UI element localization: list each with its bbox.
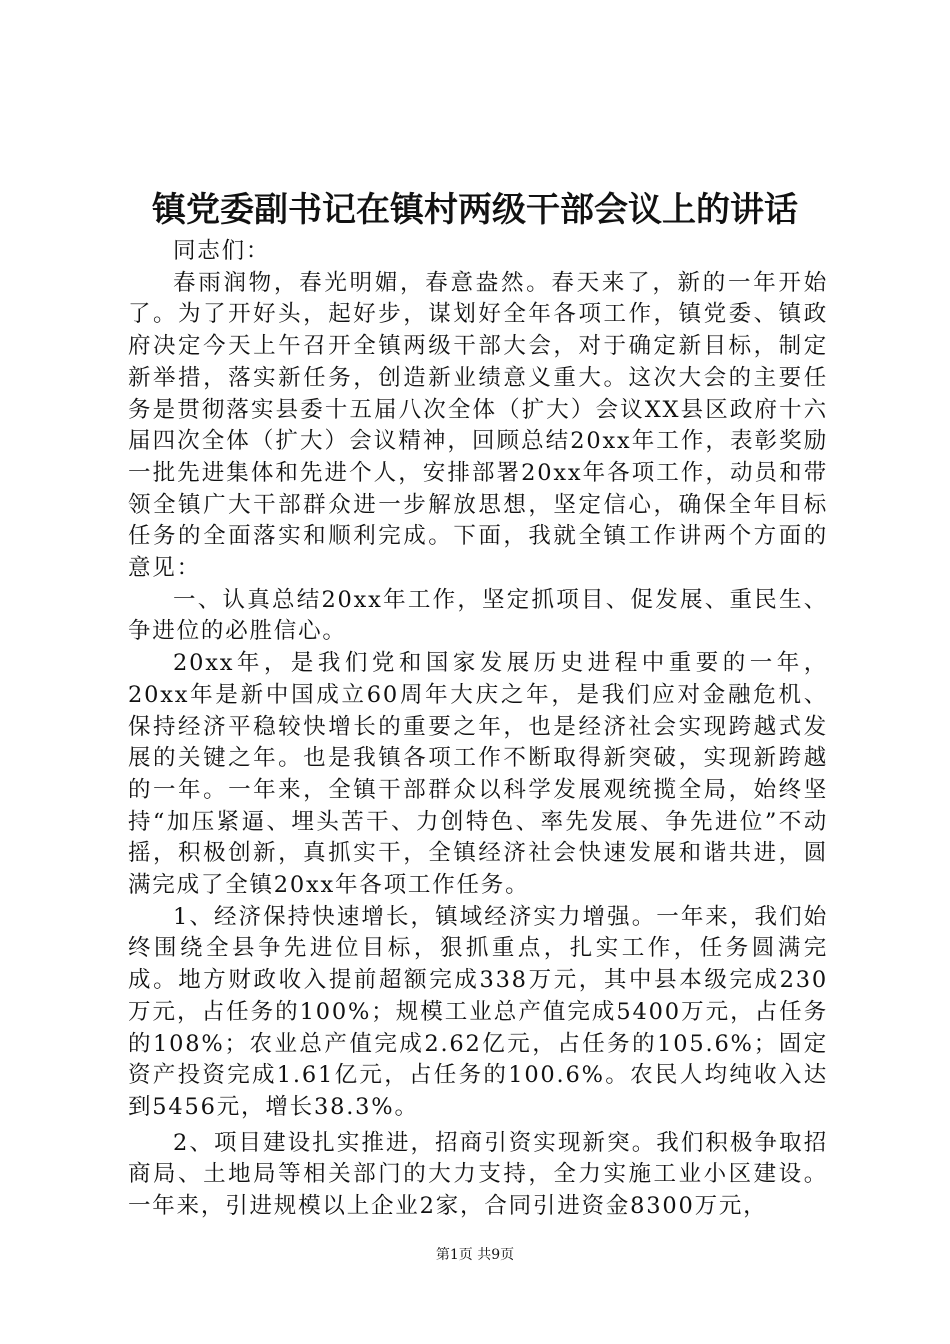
paragraph-economy: 1、经济保持快速增长，镇域经济实力增强。一年来，我们始终围绕全县争先进位目标，狠抓重点，扎实工作，任务圆满完成。地方财政收入提前超额完成338万元，其中县本级完成230万元，占任务的100%；规模工业总产值完成5400万元，占任务的108%；农业总产值完成2.62亿元，占任务的105.6%；固定资产投资完成1.61亿元，占任务的100.6%。农民人均纯收入达到5456元，增长38.3%。 <box>128 903 828 1120</box>
paragraph-review: 20xx年，是我们党和国家发展历史进程中重要的一年，20xx年是新中国成立60周年大庆之年，是我们应对金融危机、保持经济平稳较快增长的重要之年，也是经济社会实现跨越式发展的关键之年。也是我镇各项工作不断取得新突破，实现新跨越的一年。一年来，全镇干部群众以科学发展观统揽全局，始终坚持“加压紧逼、埋头苦干、力创特色、率先发展、争先进位”不动摇，积极创新，真抓实干，全镇经济社会快速发展和谐共进，圆满完成了全镇20xx年各项工作任务。 <box>128 650 828 899</box>
document-title: 镇党委副书记在镇村两级干部会议上的讲话 <box>152 190 798 230</box>
document-body <box>128 236 828 1223</box>
salutation: 同志们： <box>173 238 271 264</box>
paragraph-intro: 春雨润物，春光明媚，春意盎然。春天来了，新的一年开始了。为了开好头，起好步，谋划好全年各项工作，镇党委、镇政府决定今天上午召开全镇两级干部大会，对于确定新目标，制定新举措，落实新任务，创造新业绩意义重大。这次大会的主要任务是贯彻落实县委十五届八次全体（扩大）会议XX县区政府十六届四次全体（扩大）会议精神，回顾总结20xx年工作，表彰奖励一批先进集体和先进个人，安排部署20xx年各项工作，动员和带领全镇广大干部群众进一步解放思想，坚定信心，确保全年目标任务的全面落实和顺利完成。下面，我就全镇工作讲两个方面的意见： <box>128 269 828 582</box>
page-footer: 第1页 共9页 <box>435 1247 515 1263</box>
paragraph-projects: 2、项目建设扎实推进，招商引资实现新突。我们积极争取招商局、土地局等相关部门的大力支持，全力实施工业小区建设。一年来，引进规模以上企业2家，合同引进资金8300万元， <box>128 1129 828 1220</box>
section-heading-1: 一、认真总结20xx年工作，坚定抓项目、促发展、重民生、争进位的必胜信心。 <box>128 586 828 645</box>
